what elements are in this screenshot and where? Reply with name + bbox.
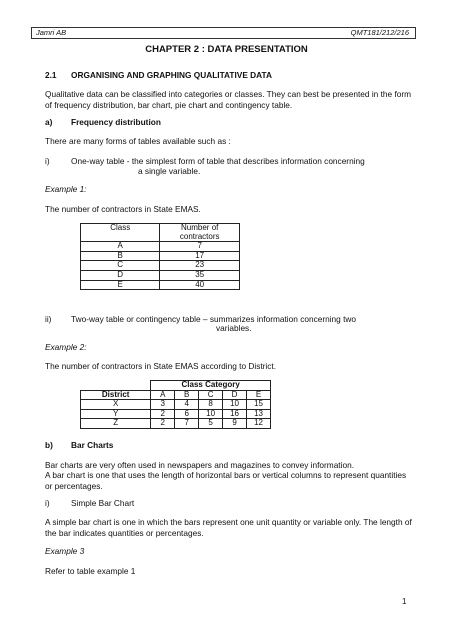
table-col-header: C bbox=[199, 390, 223, 400]
table-cell: 23 bbox=[160, 261, 240, 271]
example3-label: Example 3 bbox=[45, 546, 85, 556]
table-col-header: B bbox=[175, 390, 199, 400]
example2-label: Example 2: bbox=[45, 342, 87, 352]
table-cell: X bbox=[81, 400, 151, 410]
example1-label: Example 1: bbox=[45, 184, 87, 194]
table-cell: B bbox=[81, 251, 160, 261]
table-cell: 15 bbox=[247, 400, 271, 410]
table-cell: 3 bbox=[151, 400, 175, 410]
table-cell: Y bbox=[81, 409, 151, 419]
simple-bar-description: A simple bar chart is one in which the bars represent one unit quantity or variable only. The length of the bar indicates quantities or percentages. bbox=[45, 517, 412, 538]
table-row bbox=[81, 409, 271, 419]
simple-bar-number: i) bbox=[45, 498, 50, 508]
contingency-table bbox=[80, 380, 271, 429]
table-header-row bbox=[81, 390, 271, 400]
item-i-number: i) bbox=[45, 156, 50, 166]
table-cell: 16 bbox=[223, 409, 247, 419]
table-row bbox=[81, 261, 240, 271]
chapter-title: CHAPTER 2 : DATA PRESENTATION bbox=[145, 44, 308, 55]
subsection-a-number: a) bbox=[45, 117, 53, 127]
table-col-header: A bbox=[151, 390, 175, 400]
table-cell: 17 bbox=[160, 251, 240, 261]
table-header-count-line1: Number of bbox=[181, 223, 219, 232]
example3-description: Refer to table example 1 bbox=[45, 566, 136, 576]
table-cell: D bbox=[81, 270, 160, 280]
table-cell: 2 bbox=[151, 419, 175, 429]
table-cell: 10 bbox=[223, 400, 247, 410]
table-cell: 7 bbox=[160, 242, 240, 252]
table-header-row bbox=[81, 224, 240, 242]
table-row bbox=[81, 242, 240, 252]
table-cell: 40 bbox=[160, 280, 240, 290]
tables-intro: There are many forms of tables available such as : bbox=[45, 136, 231, 146]
table-cell: 35 bbox=[160, 270, 240, 280]
table-header-count-line2: contractors bbox=[179, 231, 220, 241]
district-header: District bbox=[81, 390, 151, 400]
table-cell: C bbox=[81, 261, 160, 271]
table-cell: 10 bbox=[199, 409, 223, 419]
bar-chart-line2: A bar chart is one that uses the length of horizontal bars or vertical columns to represent quantities or percentages. bbox=[45, 470, 407, 491]
table-cell: 4 bbox=[175, 400, 199, 410]
table-row bbox=[81, 270, 240, 280]
table-row bbox=[81, 251, 240, 261]
item-ii-number: ii) bbox=[45, 314, 52, 324]
table-cell: 6 bbox=[175, 409, 199, 419]
subsection-b-number: b) bbox=[45, 440, 53, 450]
table-header-row bbox=[81, 381, 271, 391]
table-cell: A bbox=[81, 242, 160, 252]
header-author: Jamri AB bbox=[36, 28, 67, 37]
table-header-class: Class bbox=[81, 224, 160, 242]
table-col-header: E bbox=[247, 390, 271, 400]
item-i-line2: a single variable. bbox=[138, 166, 201, 176]
class-category-header: Class Category bbox=[151, 381, 271, 391]
example1-description: The number of contractors in State EMAS. bbox=[45, 204, 201, 214]
page-number: 1 bbox=[402, 597, 407, 606]
table-cell: 2 bbox=[151, 409, 175, 419]
table-cell: 12 bbox=[247, 419, 271, 429]
section-title: ORGANISING AND GRAPHING QUALITATIVE DATA bbox=[71, 70, 272, 80]
table-cell: Z bbox=[81, 419, 151, 429]
table-header-count bbox=[160, 224, 240, 242]
subsection-a-title: Frequency distribution bbox=[71, 117, 161, 127]
item-ii-line1: Two-way table or contingency table – summarizes information concerning two bbox=[71, 314, 356, 324]
table-cell: 9 bbox=[223, 419, 247, 429]
section-number: 2.1 bbox=[45, 70, 57, 80]
header-course-code: QMT181/212/216 bbox=[350, 28, 409, 37]
frequency-table bbox=[80, 223, 240, 290]
table-row bbox=[81, 419, 271, 429]
table-col-header: D bbox=[223, 390, 247, 400]
table-cell: 7 bbox=[175, 419, 199, 429]
simple-bar-title: Simple Bar Chart bbox=[71, 498, 135, 508]
table-cell: E bbox=[81, 280, 160, 290]
intro-paragraph: Qualitative data can be classified into categories or classes. They can best be presented in the form of frequency distribution, bar chart, pie chart and contingency table. bbox=[45, 89, 412, 110]
table-row bbox=[81, 280, 240, 290]
item-ii-line2: variables. bbox=[216, 323, 252, 333]
table-row bbox=[81, 400, 271, 410]
table-cell: 5 bbox=[199, 419, 223, 429]
subsection-b-title: Bar Charts bbox=[71, 440, 114, 450]
bar-chart-line1: Bar charts are very often used in newspapers and magazines to convey information. bbox=[45, 460, 354, 470]
table-cell: 8 bbox=[199, 400, 223, 410]
item-i-line1: One-way table - the simplest form of table that describes information concerning bbox=[71, 156, 365, 166]
table-cell: 13 bbox=[247, 409, 271, 419]
example2-description: The number of contractors in State EMAS according to District. bbox=[45, 361, 277, 371]
table-empty-corner bbox=[81, 381, 151, 391]
